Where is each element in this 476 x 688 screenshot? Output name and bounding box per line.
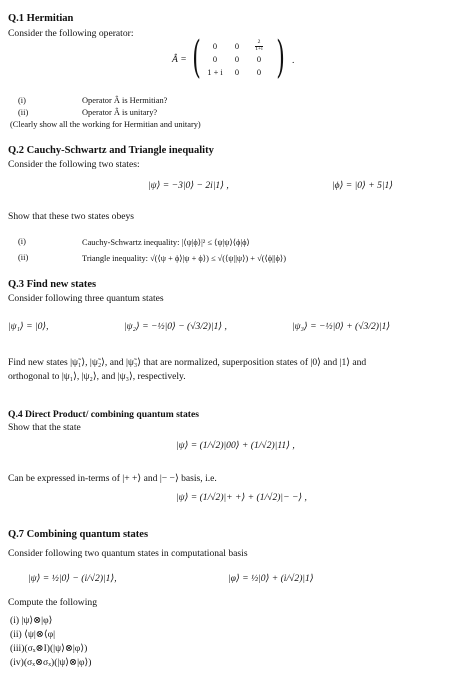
matrix-cell: 0 [212, 42, 218, 51]
q1-operator-lhs: Â = [172, 54, 187, 65]
q3-psi1: |ψ₁⟩ = |0⟩, [8, 321, 49, 332]
matrix-cell: 0 [256, 68, 262, 77]
matrix-cell: 0 [234, 68, 240, 77]
q2-intro: Consider the following two states: [8, 159, 140, 170]
q7-item: (i) |ψ⟩⊗|φ⟩ [10, 615, 53, 626]
q1-item-text: Operator Â is unitary? [82, 108, 158, 117]
q7-compute: Compute the following [8, 597, 97, 608]
matrix-table [204, 40, 270, 79]
q1-intro: Consider the following operator: [8, 28, 134, 39]
q1-item-num: (ii) [18, 108, 29, 117]
q2-item-text: Cauchy-Schwartz inequality: |⟨ψ|ϕ⟩|² ≤ ⟨ψ|ψ⟩⟨ϕ|ϕ⟩ [82, 238, 250, 247]
matrix-right-paren: ) [276, 32, 285, 83]
matrix-cell: 0 [234, 55, 240, 64]
q2-phi: |ϕ⟩ = |0⟩ + 5|1⟩ [332, 180, 394, 191]
q1-note: (Clearly show all the working for Hermitian and unitary) [10, 120, 201, 129]
q1-matrix-tail: . [292, 55, 295, 66]
q7-psi: |ψ⟩ = ½|0⟩ − (i/√2)|1⟩, [28, 573, 117, 584]
q2-show: Show that these two states obeys [8, 211, 135, 222]
matrix-cell-fraction: $\frac{2}{1+i}$ [255, 39, 263, 52]
q1-item-num: (i) [18, 96, 26, 105]
q4-basis-state: |ψ⟩ = (1/√2)|+ +⟩ + (1/√2)|− −⟩ , [176, 492, 307, 503]
q1-matrix [192, 32, 285, 83]
q1-item-text: Operator Â is Hermitian? [82, 96, 168, 105]
q7-title: Q.7 Combining quantum states [8, 529, 149, 540]
matrix-left-paren: ( [192, 32, 201, 83]
q2-psi: |ψ⟩ = −3|0⟩ − 2i|1⟩ , [148, 180, 229, 191]
q2-item-num: (ii) [18, 253, 29, 262]
matrix-cell: 0 [256, 55, 262, 64]
matrix-cell: 0 [212, 55, 218, 64]
q3-psi2: |ψ₂⟩ = −½|0⟩ − (√3/2)|1⟩ , [124, 321, 227, 332]
q7-intro: Consider following two quantum states in computational basis [8, 548, 248, 559]
q7-item: (ii) ⟨ψ|⊗⟨φ| [10, 629, 56, 640]
q3-task-line1: Find new states |ψ̃₁⟩, |ψ̃₂⟩, and |ψ̃₃⟩ that are normalized, superposition states of |0⟩ and |1⟩ and [8, 357, 367, 368]
q3-psi3: |ψ₃⟩ = −½|0⟩ + (√3/2)|1⟩ [292, 321, 391, 332]
q3-title: Q.3 Find new states [8, 279, 97, 290]
q2-item-text: Triangle inequality: √(⟨ψ + ϕ⟩|ψ + ϕ⟩) ≤ √(⟨ψ||ψ⟩) + √(⟨ϕ||ϕ⟩) [82, 254, 286, 263]
q4-state: |ψ⟩ = (1/√2)|00⟩ + (1/√2)|11⟩ , [176, 440, 295, 451]
q4-title: Q.4 Direct Product/ combining quantum states [8, 409, 199, 420]
matrix-cell: 1 + i [207, 68, 223, 77]
matrix-cell: 0 [234, 42, 240, 51]
q2-title: Q.2 Cauchy-Schwartz and Triangle inequality [8, 145, 214, 156]
q2-item-num: (i) [18, 237, 26, 246]
q7-item: (iii)(σₓ⊗I)(|ψ⟩⊗|φ⟩) [10, 643, 88, 654]
q7-item: (iv)(σₓ⊗σₓ)(|ψ⟩⊗|φ⟩) [10, 657, 92, 668]
q7-phi: |φ⟩ = ½|0⟩ + (i/√2)|1⟩ [228, 573, 314, 584]
q4-basis-text: Can be expressed in-terms of |+ +⟩ and |− −⟩ basis, i.e. [8, 473, 217, 484]
q3-intro: Consider following three quantum states [8, 293, 164, 304]
q4-intro: Show that the state [8, 422, 81, 433]
q1-title: Q.1 Hermitian [8, 13, 74, 24]
q3-task-line2: orthogonal to |ψ₁⟩, |ψ₂⟩, and |ψ₃⟩, respectively. [8, 371, 186, 382]
